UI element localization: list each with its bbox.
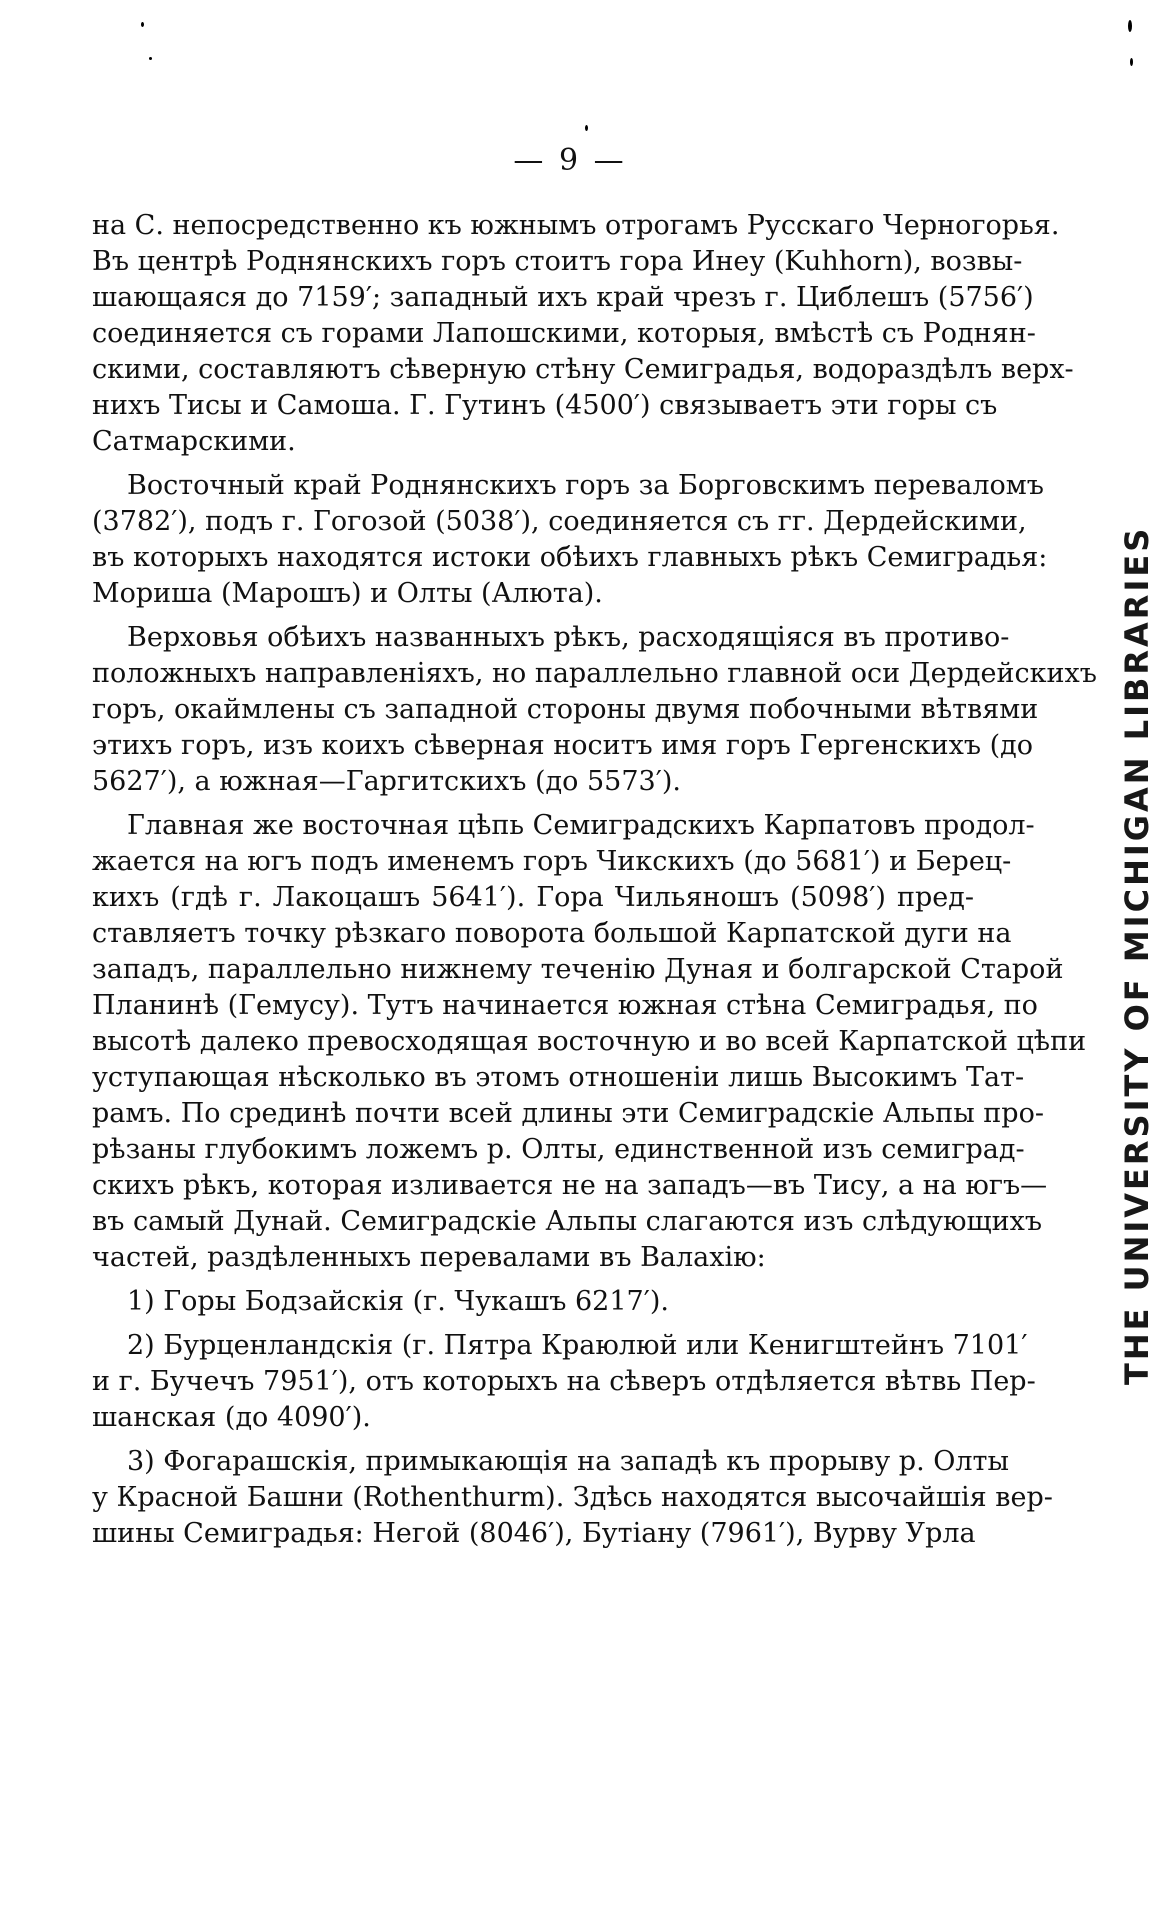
text-line: жается на югъ подъ именемъ горъ Чикскихъ (до 5681′) и Берец- — [92, 846, 1012, 877]
text-line: рѣзаны глубокимъ ложемъ р. Олты, единственной изъ семиград- — [92, 1134, 1025, 1165]
text-line: частей, раздѣленныхъ перевалами въ Валахію: — [92, 1242, 766, 1273]
paragraph — [92, 620, 1097, 800]
text-line: этихъ горъ, изъ коихъ сѣверная носитъ имя горъ Гергенскихъ (до — [92, 730, 1034, 761]
text-line: скими, составляютъ сѣверную стѣну Семиградья, водораздѣлъ верх- — [92, 354, 1074, 385]
text-line: ставляетъ точку рѣзкаго поворота большой Карпатской дуги на — [92, 918, 1012, 949]
text-line: 2) Бурценландскія (г. Пятра Краюлюй или Кенигштейнъ 7101′ — [127, 1330, 1028, 1361]
text-line: Въ центрѣ Роднянскихъ горъ стоитъ гора Инеу (Kuhhorn), возвы- — [92, 246, 1023, 277]
text-line: на С. непосредственно къ южнымъ отрогамъ Русскаго Черногорья. — [92, 210, 1060, 241]
text-line: соединяется съ горами Лапошскими, которыя, вмѣстѣ съ Роднян- — [92, 318, 1036, 349]
text-line: (3782′), подъ г. Гогозой (5038′), соединяется съ гг. Дердейскими, — [92, 506, 1027, 537]
text-line: въ которыхъ находятся истоки обѣихъ главныхъ рѣкъ Семиградья: — [92, 542, 1048, 573]
text-line: высотѣ далеко превосходящая восточную и во всей Карпатской цѣпи — [92, 1026, 1087, 1057]
text-line: въ самый Дунай. Семиградскіе Альпы слагаются изъ слѣдующихъ — [92, 1206, 1043, 1237]
scan-speck — [1130, 58, 1133, 66]
text-line: шанская (до 4090′). — [92, 1402, 371, 1433]
text-line: Сатмарскими. — [92, 426, 296, 457]
text-line: Верховья обѣихъ названныхъ рѣкъ, расходящіяся въ противо- — [127, 622, 1010, 653]
text-line: Восточный край Роднянскихъ горъ за Борговскимъ переваломъ — [127, 470, 1044, 501]
scan-speck — [149, 57, 152, 60]
text-line: горъ, окаймлены съ западной стороны двумя побочными вѣтвями — [92, 694, 1039, 725]
paragraph — [92, 1444, 1053, 1552]
scan-speck — [1128, 20, 1132, 32]
body-text — [92, 208, 1097, 1560]
text-line: нихъ Тисы и Самоша. Г. Гутинъ (4500′) связываетъ эти горы съ — [92, 390, 998, 421]
scan-speck — [585, 125, 588, 131]
text-line: Планинѣ (Гемусу). Тутъ начинается южная стѣна Семиградья, по — [92, 990, 1038, 1021]
text-line: скихъ рѣкъ, которая изливается не на западъ—въ Тису, а на югъ— — [92, 1170, 1048, 1201]
text-line: Мориша (Марошъ) и Олты (Алюта). — [92, 578, 603, 609]
text-line: 3) Фогарашскія, примыкающія на западѣ къ прорыву р. Олты — [127, 1446, 1009, 1477]
paragraph — [92, 1328, 1036, 1436]
page-number: — 9 — — [513, 143, 627, 178]
paragraph — [92, 1284, 974, 1320]
text-line: Главная же восточная цѣпь Семиградскихъ Карпатовъ продол- — [127, 810, 1035, 841]
text-line: 5627′), а южная—Гаргитскихъ (до 5573′). — [92, 766, 681, 797]
text-line: положныхъ направленіяхъ, но параллельно главной оси Дердейскихъ — [92, 658, 1097, 689]
text-line: рамъ. По срединѣ почти всей длины эти Семиградскіе Альпы про- — [92, 1098, 1044, 1129]
scan-speck — [141, 22, 144, 27]
text-line: западъ, параллельно нижнему теченію Дуная и болгарской Старой — [92, 954, 1064, 985]
paragraph — [92, 808, 1087, 1276]
text-line: шины Семиградья: Негой (8046′), Бутіану (7961′), Вурву Урла — [92, 1518, 976, 1549]
text-line: 1) Горы Бодзайскія (г. Чукашъ 6217′). — [127, 1286, 669, 1317]
text-line: уступающая нѣсколько въ этомъ отношеніи лишь Высокимъ Тат- — [92, 1062, 1025, 1093]
text-line: и г. Бучечъ 7951′), отъ которыхъ на сѣверъ отдѣляется вѣтвь Пер- — [92, 1366, 1036, 1397]
text-line: у Красной Башни (Rothenthurm). Здѣсь находятся высочайшія вер- — [92, 1482, 1053, 1513]
text-line: кихъ (гдѣ г. Лакоцашъ 5641′). Гора Чильяношъ (5098′) пред- — [92, 882, 974, 913]
paragraph — [92, 208, 1074, 460]
text-line: шающаяся до 7159′; западный ихъ край чрезъ г. Циблешъ (5756′) — [92, 282, 1034, 313]
library-stamp: THE UNIVERSITY OF MICHIGAN LIBRARIES — [1118, 525, 1156, 1385]
paragraph — [92, 468, 1048, 612]
